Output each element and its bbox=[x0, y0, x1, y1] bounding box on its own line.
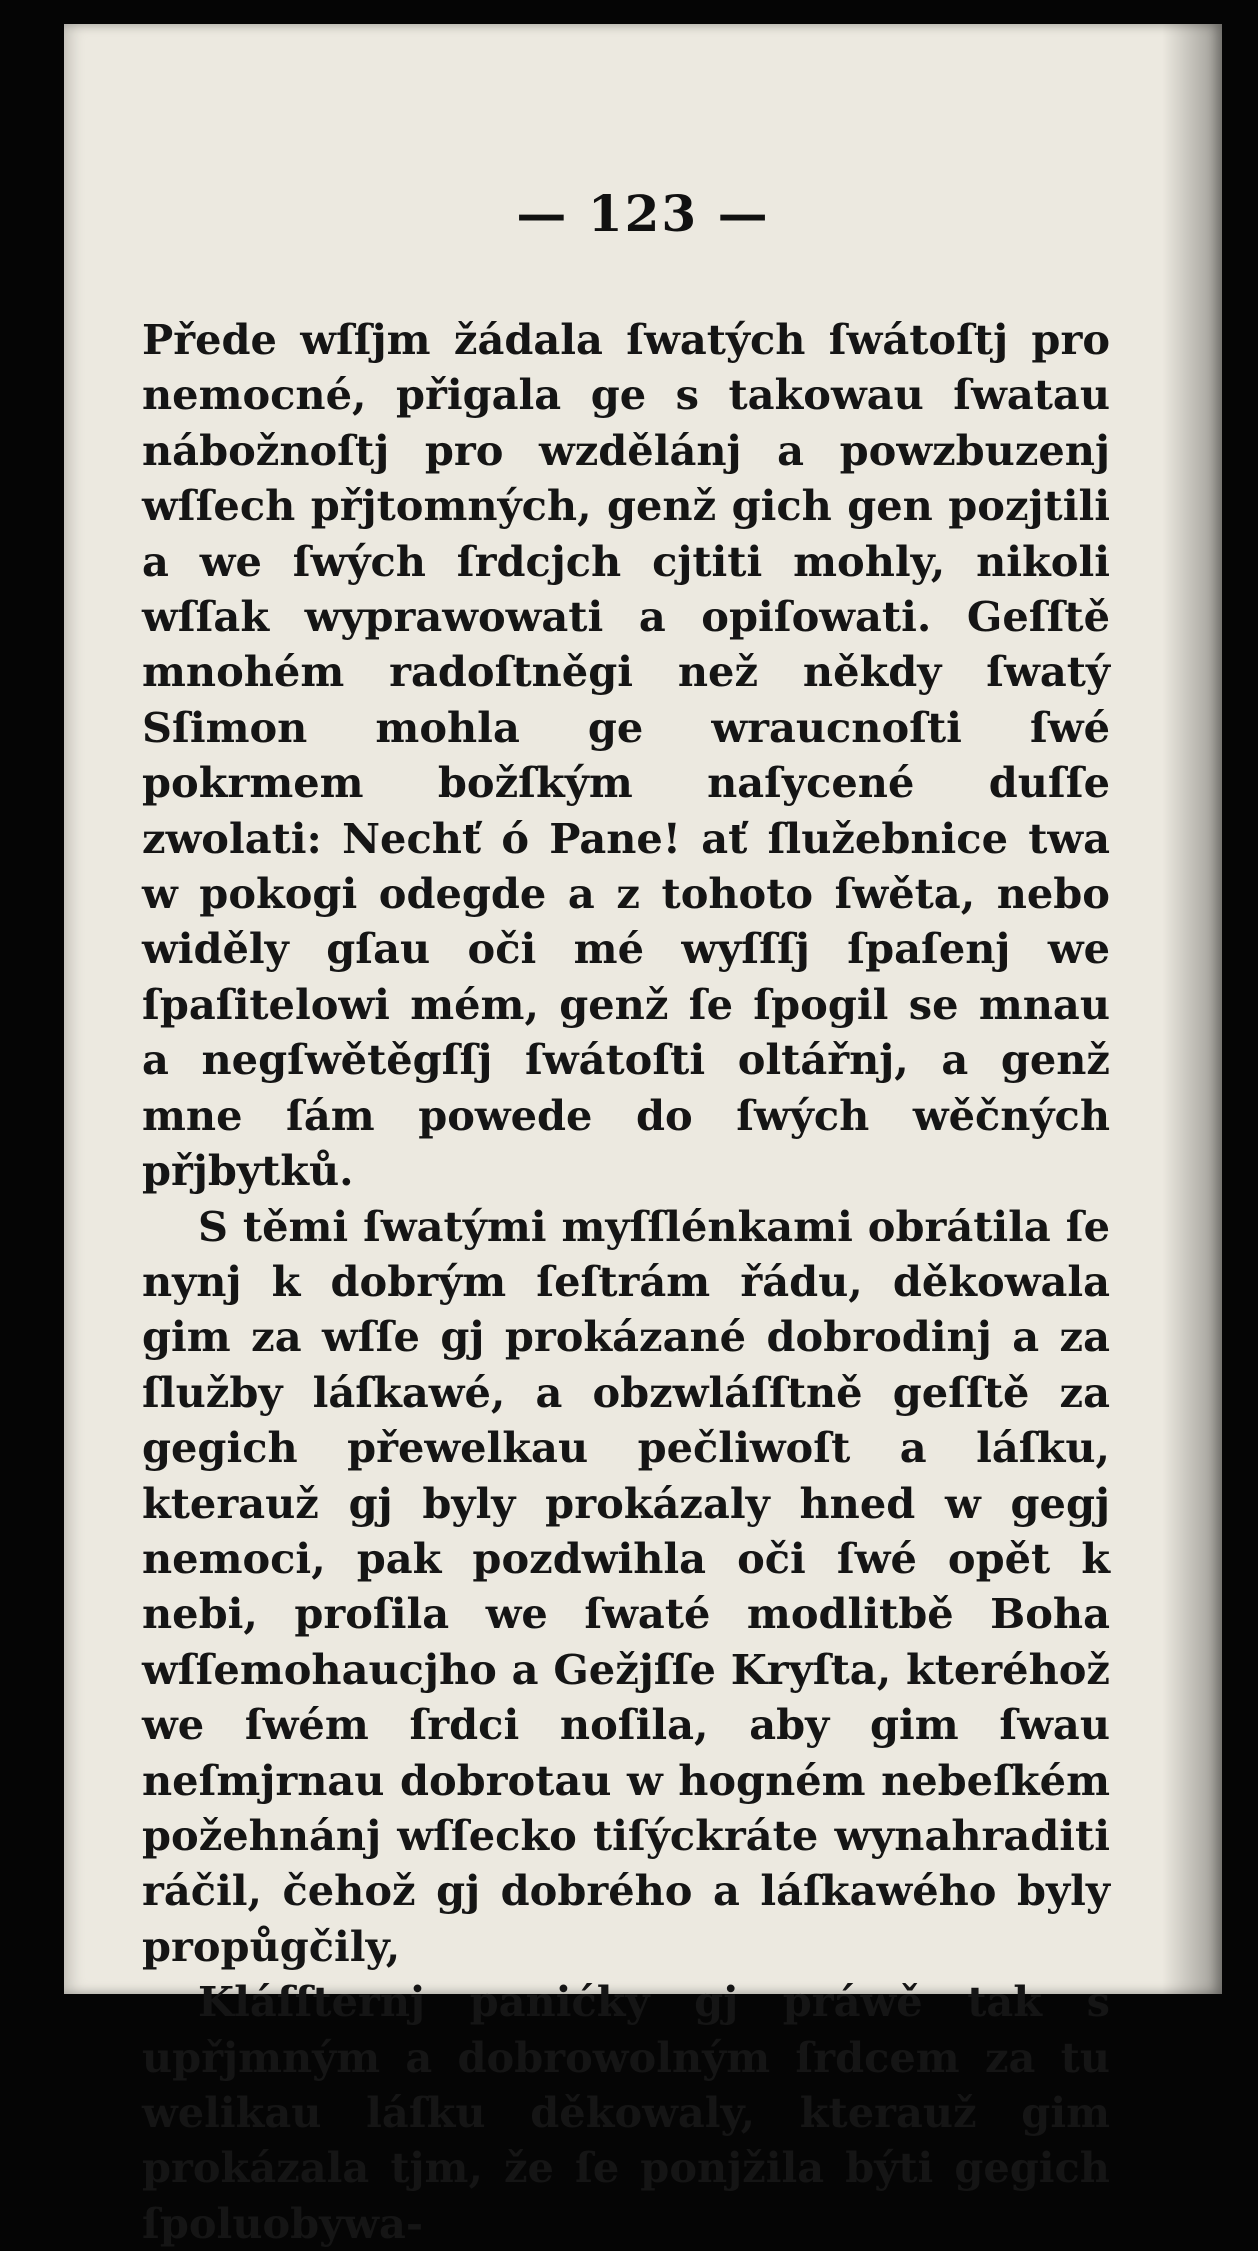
paragraph-1: Přede wſſjm žádala ſwatých ſwátoſtj pro nemocné, přigala ge s takowau ſwatau nábožnoſtj pro wzdělánj a powzbuzenj wſſech přjtomných, genž gich gen pozjtili a we ſwých ſrdcjch cjtiti mohly, nikoli wſſak wyprawowati a opiſowati. Geſſtě mnohém radoſtněgi než někdy ſwatý Sſimon mohla ge wraucnoſti ſwé pokrmem božſkým naſycené duſſe zwolati: Nechť ó Pane! ať ſlužebnice twa w pokogi odegde a z tohoto ſwěta, nebo widěly gſau oči mé wyſſſj ſpaſenj we ſpaſitelowi mém, genž ſe ſpogil se mnau a negſwětěgſſj ſwátoſti oltářnj, a genž mne ſám powede do ſwých wěčných přjbytků. bbox=[142, 315, 1110, 1196]
book-page bbox=[64, 24, 1222, 2248]
page-edge-shadow bbox=[1162, 24, 1222, 1994]
page-number: — 123 — bbox=[516, 184, 770, 243]
paragraph-2: S těmi ſwatými myſſlénkami obrátila ſe nynj k dobrým ſeſtrám řádu, děkowala gim za wſſe gj prokázané dobrodinj a za ſlužby láſkawé, a obzwláſſtně geſſtě za gegich přewelkau pečliwoſt a láſku, kterauž gj byly prokázaly hned w gegj nemoci, pak pozdwihla oči ſwé opět k nebi, proſila we ſwaté modlitbě Boha wſſemohaucjho a Gežjſſe Kryſta, kteréhož we ſwém ſrdci noſila, aby gim ſwau neſmjrnau dobrotau w hogném nebeſkém požehnánj wſſecko tiſýckráte wynahraditi ráčil, čehož gj dobrého a láſkawého byly propůgčily, bbox=[142, 1201, 1110, 1971]
body-text bbox=[142, 312, 1110, 2251]
paragraph-3: Kláſſternj panićky gj práwě tak s upřjmným a dobrowolným ſrdcem za tu welikau láſku děkowaly, kterauž gim prokázala tjm, že ſe ponjžila býti gegich ſpoluobywa- bbox=[142, 1977, 1110, 2248]
